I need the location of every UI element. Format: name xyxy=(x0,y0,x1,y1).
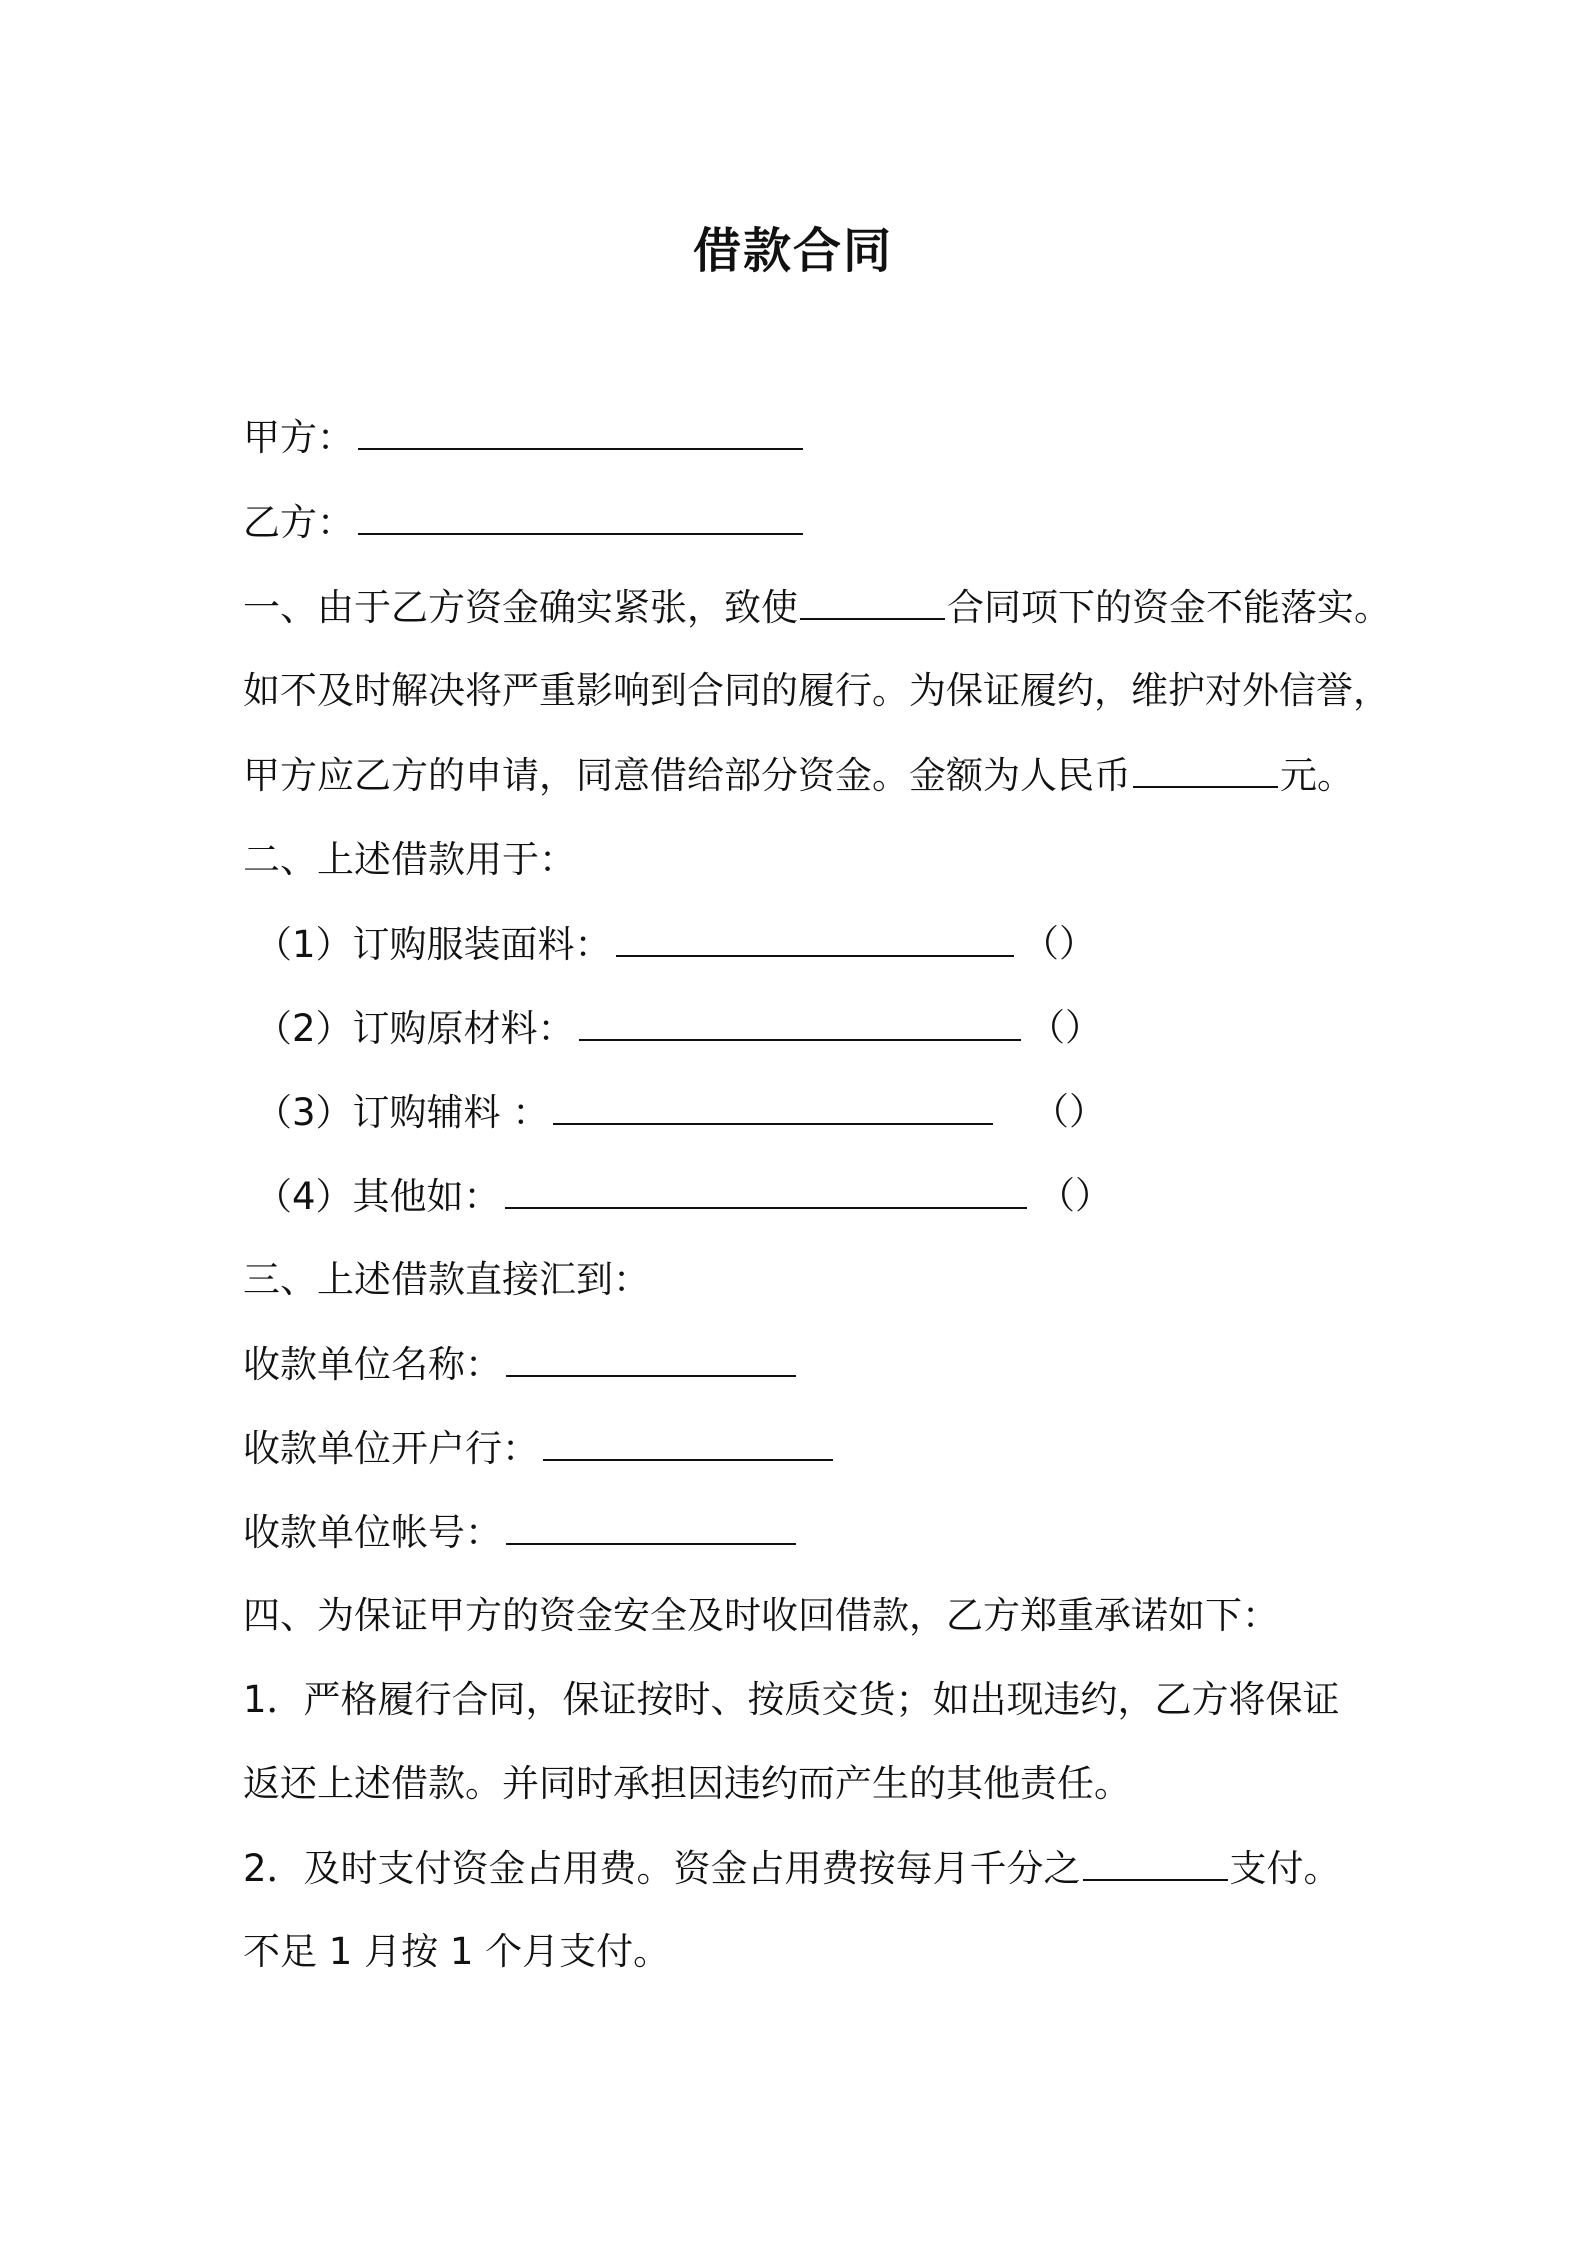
usage-item-label: （1）订购服装面料： xyxy=(255,923,612,966)
payee-bank-label: 收款单位开户行： xyxy=(243,1427,539,1470)
usage-item-label: （3）订购辅料 ： xyxy=(255,1091,550,1134)
section1-text-a: 一、由于乙方资金确实紧张，致使 xyxy=(243,586,798,629)
party-b-label: 乙方： xyxy=(243,501,354,544)
payee-account-line xyxy=(243,1511,800,1554)
payee-name-line xyxy=(243,1343,800,1386)
section4-p2-text-b: 支付。 xyxy=(1229,1847,1341,1890)
usage-item-2 xyxy=(255,1007,1025,1050)
usage-item-label: （4）其他如： xyxy=(255,1175,501,1218)
payee-account-blank[interactable] xyxy=(506,1513,796,1545)
section4-p1-line1: 1．严格履行合同，保证按时、按质交货；如出现违约，乙方将保证 xyxy=(243,1678,1340,1721)
section1-line1 xyxy=(243,586,1391,629)
payee-bank-line xyxy=(243,1427,837,1470)
section1-text-c: 甲方应乙方的申请，同意借给部分资金。金额为人民币 xyxy=(243,754,1131,797)
usage-item-blank[interactable] xyxy=(579,1009,1021,1041)
party-b-line xyxy=(243,501,807,544)
fee-rate-blank[interactable] xyxy=(1083,1849,1228,1881)
section1-line2: 如不及时解决将严重影响到合同的履行。为保证履约，维护对外信誉， xyxy=(243,669,1390,712)
usage-item-label: （2）订购原材料： xyxy=(255,1007,575,1050)
payee-name-blank[interactable] xyxy=(506,1345,796,1377)
section1-line3 xyxy=(243,754,1354,797)
section4-p1-line2: 返还上述借款。并同时承担因违约而产生的其他责任。 xyxy=(243,1762,1131,1805)
usage-item-3 xyxy=(255,1091,997,1134)
usage-item-paren: （） xyxy=(1022,922,1096,965)
party-a-line xyxy=(243,416,807,459)
section2-heading: 二、上述借款用于： xyxy=(243,838,576,881)
usage-item-paren: （） xyxy=(1032,1090,1106,1133)
usage-item-blank[interactable] xyxy=(505,1177,1027,1209)
amount-blank[interactable] xyxy=(1133,756,1278,788)
document-title: 借款合同 xyxy=(692,223,893,279)
usage-item-blank[interactable] xyxy=(553,1093,993,1125)
usage-item-paren: （） xyxy=(1038,1174,1112,1217)
payee-bank-blank[interactable] xyxy=(543,1429,833,1461)
party-a-label: 甲方： xyxy=(243,416,354,459)
section1-text-b: 合同项下的资金不能落实。 xyxy=(947,586,1391,629)
usage-item-paren: （） xyxy=(1028,1006,1102,1049)
usage-item-1 xyxy=(255,923,1018,966)
section4-p2-line2: 不足 1 月按 1 个月支付。 xyxy=(243,1930,671,1973)
payee-account-label: 收款单位帐号： xyxy=(243,1511,502,1554)
party-b-blank[interactable] xyxy=(358,503,803,535)
section3-heading: 三、上述借款直接汇到： xyxy=(243,1258,650,1301)
party-a-blank[interactable] xyxy=(358,418,803,450)
contract-blank[interactable] xyxy=(800,588,945,620)
payee-name-label: 收款单位名称： xyxy=(243,1343,502,1386)
usage-item-4 xyxy=(255,1175,1031,1218)
section4-p2-text-a: 2．及时支付资金占用费。资金占用费按每月千分之 xyxy=(243,1847,1081,1890)
section1-text-d: 元。 xyxy=(1280,754,1354,797)
usage-item-blank[interactable] xyxy=(616,925,1014,957)
section4-p2-line1 xyxy=(243,1847,1341,1890)
section4-heading: 四、为保证甲方的资金安全及时收回借款，乙方郑重承诺如下： xyxy=(243,1594,1279,1637)
